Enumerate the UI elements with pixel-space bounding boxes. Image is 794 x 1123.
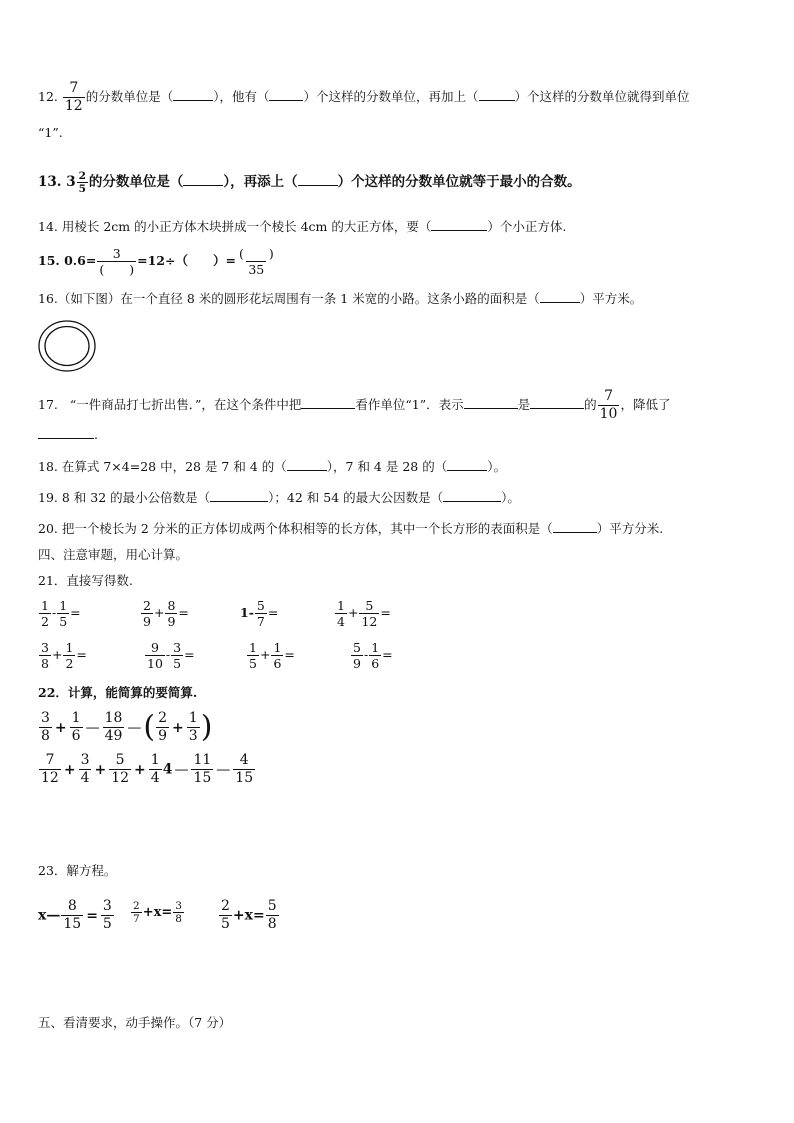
answer-blank[interactable] — [447, 458, 487, 471]
answer-blank[interactable] — [301, 396, 355, 409]
question-number: 12. — [38, 89, 58, 104]
equation-2: $\frac{2}{7}$ +x= $\frac{3}{8}$ — [133, 900, 182, 925]
equation-1: x— $\frac{8}{15}$ = $\frac{3}{5}$ — [38, 898, 112, 932]
question-17-continued: . — [38, 426, 98, 444]
fraction: $\frac{2}{5}$ — [78, 170, 86, 195]
oral-calc-item: $\frac{2}{9}$ + $\frac{8}{9}$ = — [143, 598, 189, 629]
answer-blank[interactable] — [431, 218, 487, 231]
question-number: 13. — [38, 174, 62, 190]
answer-blank[interactable] — [38, 426, 94, 439]
expression-2: $\frac{7}{12}$ + $\frac{3}{4}$ + $\frac{5}{12}$ + $\frac{1}{4}$ 4 — $\frac{11}{15}$ — $\frac{4}{15}$ — [41, 752, 254, 786]
answer-blank[interactable] — [530, 396, 584, 409]
answer-blank[interactable] — [298, 173, 338, 186]
question-18: 18. 在算式 7×4=28 中，28 是 7 和 4 的（ ），7 和 4 是 28 的（ ）。 — [38, 459, 506, 474]
answer-blank[interactable] — [443, 489, 501, 502]
question-number: 14. — [38, 219, 58, 234]
question-20: 20. 把一个棱长为 2 分米的正方体切成两个体积相等的长方体，其中一个长方形的表面积是（ ）平方分米. — [38, 521, 664, 536]
oral-calc-item: $\frac{5}{9}$ - $\frac{1}{6}$ = — [353, 640, 393, 671]
fraction: $\frac{7}{12}$ — [64, 80, 83, 114]
fraction: $\frac{7}{10}$ — [599, 388, 618, 422]
question-19: 19. 8 和 32 的最小公倍数是（ ）；42 和 54 的最大公因数是（ ）。 — [38, 490, 520, 505]
question-12-continued: “1”. — [38, 125, 63, 140]
fraction: $\frac{( )}{35}$ — [238, 246, 274, 277]
expression-1: $\frac{3}{8}$ + $\frac{1}{6}$ — $\frac{18}{49}$ —( $\frac{2}{9}$ + $\frac{1}{3}$ ) — [41, 709, 213, 745]
answer-blank[interactable] — [210, 489, 268, 502]
answer-blank[interactable] — [464, 396, 518, 409]
answer-blank[interactable] — [183, 173, 223, 186]
question-number: 17. — [38, 397, 58, 412]
question-22-title: 22．计算，能简算的要简算. — [38, 685, 198, 700]
question-15: 15. 0.6= $\frac{3}{( )}$ =12÷（ ）= $\frac{( )}{35}$ — [38, 246, 274, 277]
oral-calc-item: 1- $\frac{5}{7}$ = — [240, 598, 279, 629]
question-number: 19. — [38, 490, 58, 505]
question-number: 18. — [38, 459, 58, 474]
question-23-title: 23．解方程。 — [38, 863, 117, 878]
inner-circle — [45, 327, 89, 366]
question-16: 16.（如下图）在一个直径 8 米的圆形花坛周围有一条 1 米宽的小路。这条小路的面积是（ ）平方米。 — [38, 291, 643, 306]
answer-blank[interactable] — [553, 520, 597, 533]
section-heading-4: 四、注意审题，用心计算。 — [38, 547, 189, 562]
oral-calc-item: $\frac{3}{8}$ + $\frac{1}{2}$ = — [41, 640, 87, 671]
oral-calc-item: $\frac{9}{10}$ - $\frac{3}{5}$ = — [147, 640, 195, 671]
equation-3: $\frac{2}{5}$ +x= $\frac{5}{8}$ — [221, 898, 277, 932]
question-21-title: 21．直接写得数. — [38, 573, 133, 588]
oral-calc-item: $\frac{1}{4}$ + $\frac{5}{12}$ = — [337, 598, 391, 629]
answer-blank[interactable] — [173, 88, 213, 101]
oral-calc-item: $\frac{1}{2}$ - $\frac{1}{5}$ = — [41, 598, 81, 629]
question-number: 20. — [38, 521, 58, 536]
oral-calc-item: $\frac{1}{5}$ + $\frac{1}{6}$ = — [249, 640, 295, 671]
answer-blank[interactable] — [540, 290, 580, 303]
answer-blank[interactable] — [287, 458, 327, 471]
question-number: 15. — [38, 253, 60, 268]
circle-path-figure — [38, 320, 96, 372]
fraction: $\frac{3}{( )}$ — [99, 246, 135, 277]
answer-blank[interactable] — [269, 88, 303, 101]
question-number: 16. — [38, 291, 58, 306]
question-14: 14. 用棱长 2cm 的小正方体木块拼成一个棱长 4cm 的大正方体，要（ ）个小正方体. — [38, 219, 567, 234]
section-heading-5: 五、看清要求，动手操作。（7 分） — [38, 1015, 232, 1030]
question-12: 12. $\frac{7}{12}$ 的分数单位是（ ），他有（ ）个这样的分数单位，再加上（ ）个这样的分数单位就得到单位 — [38, 80, 690, 114]
outer-circle — [39, 321, 95, 371]
question-17: 17. “一件商品打七折出售．”，在这个条件中把 看作单位“1”．表示 是 的 $\frac{7}{10}$ ，降低了 — [38, 388, 671, 422]
question-13: 13. 3 $\frac{2}{5}$ 的分数单位是（ ），再添上（ ）个这样的分数单位就等于最小的合数。 — [38, 170, 581, 195]
answer-blank[interactable] — [479, 88, 515, 101]
